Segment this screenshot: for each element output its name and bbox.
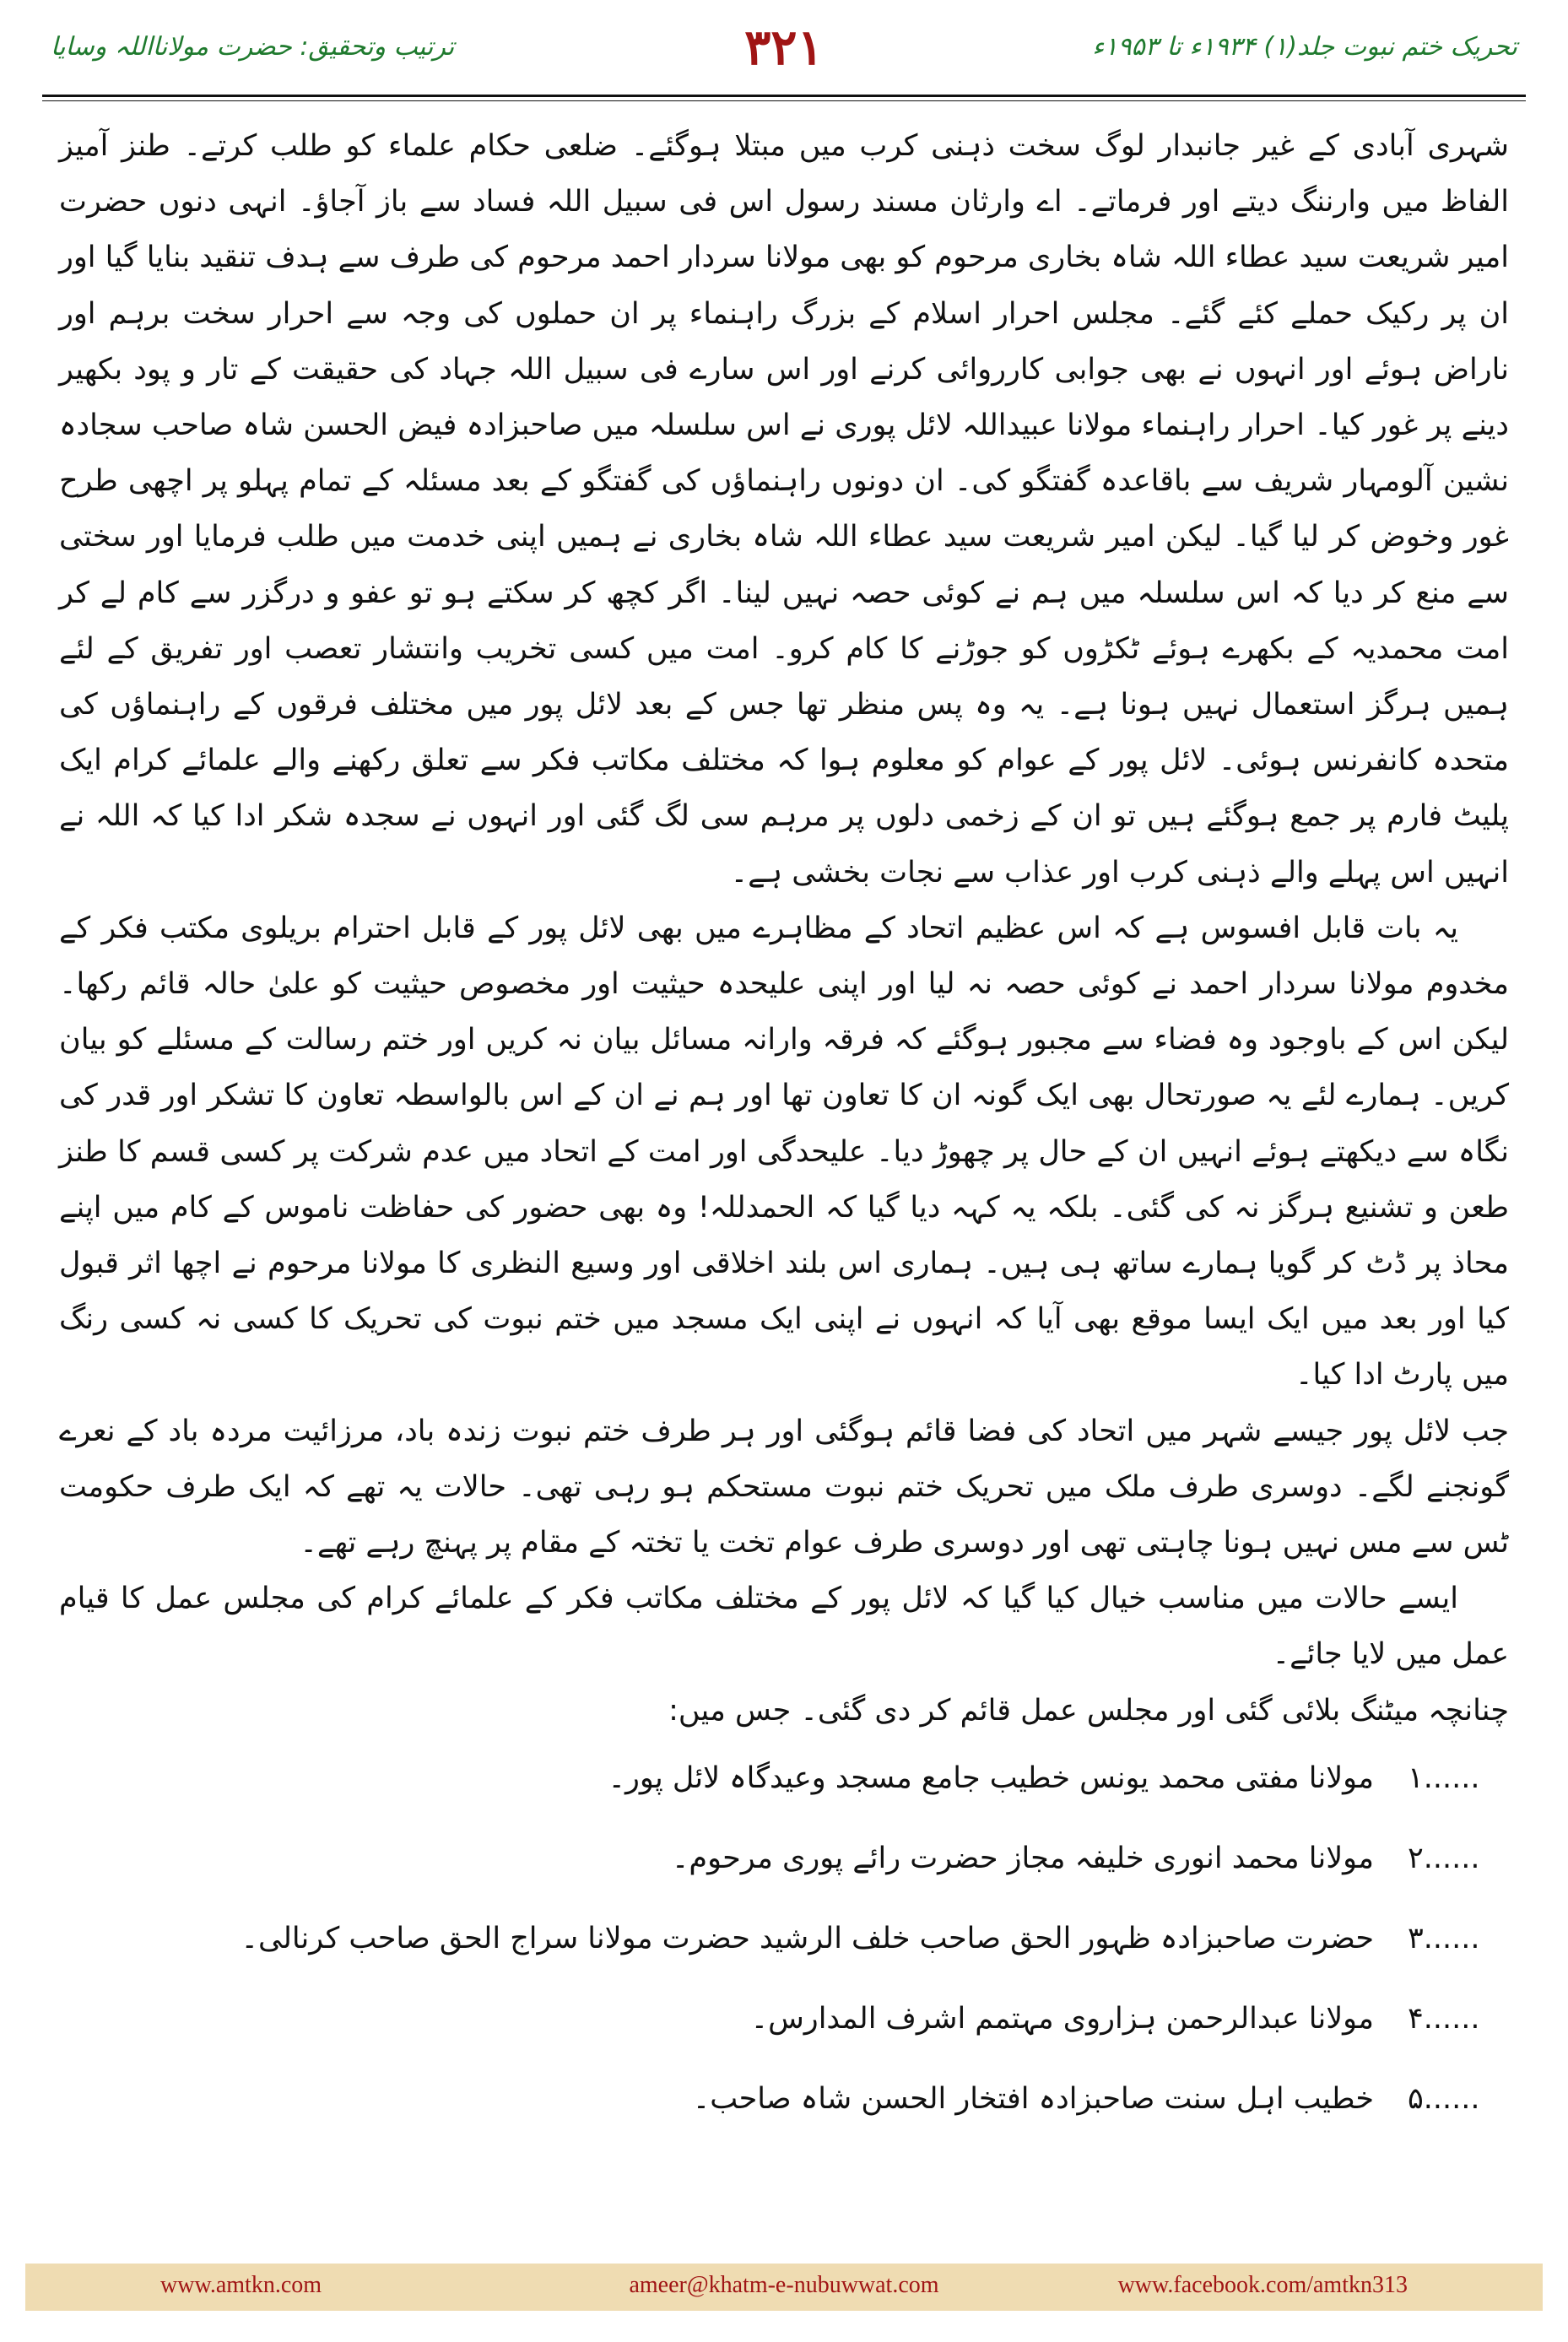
- list-item: [59, 1739, 1509, 1819]
- website-link[interactable]: www.amtkn.com: [160, 2272, 322, 2298]
- list-item: [59, 1899, 1509, 1979]
- paragraph-2: یہ بات قابل افسوس ہے کہ اس عظیم اتحاد کے مظاہرے میں بھی لائل پور کے قابل احترام بریلوی مکتب فکر کے مخدوم مولانا سردار احمد نے کوئی حصہ نہ لیا اور اپنی علیحدہ حیثیت اور مخصوص حیثیت کو علیٰ حالہ قائم رکھا۔ لیکن اس کے باوجود وہ فضاء سے مجبور ہوگئے کہ فرقہ وارانہ مسائل بیان نہ کریں اور ختم رسالت کے مسئلے کو بیان کریں۔ ہمارے لئے یہ صورتحال بھی ایک گونہ ان کا تعاون تھا اور ہم نے ان کے اس بالواسطہ تعاون کا تشکر اور قدر کی نگاہ سے دیکھتے ہوئے انہیں ان کے حال پر چھوڑ دیا۔ علیحدگی اور امت کے اتحاد میں عدم شرکت پر کسی قسم کا طنز طعن و تشنیع ہرگز نہ کی گئی۔ بلکہ یہ کہہ دیا گیا کہ الحمدللہ! وہ بھی حضور کی حفاظت ناموس کے کام میں اپنے محاذ پر ڈٹ کر گویا ہمارے ساتھ ہی ہیں۔ ہماری اس بلند اخلاقی اور وسیع النظری کا مولانا مرحوم نے اچھا اثر قبول کیا اور بعد میں ایک ایسا موقع بھی آیا کہ انہوں نے اپنی ایک مسجد میں ختم نبوت کی تحریک کا کسی نہ کسی رنگ میں پارٹ ادا کیا۔: [59, 911, 1509, 1393]
- list-item-number: ۱......: [1408, 1761, 1480, 1795]
- list-item-text: مولانا عبدالرحمن ہزاروی مہتمم اشرف المدارس۔: [750, 2001, 1374, 2036]
- page-body: [59, 118, 1509, 2139]
- email-link[interactable]: ameer@khatm-e-nubuwwat.com: [629, 2272, 939, 2298]
- facebook-link[interactable]: www.facebook.com/amtkn313: [1117, 2272, 1408, 2298]
- paragraph-5: چنانچہ میٹنگ بلائی گئی اور مجلس عمل قائم کر دی گئی۔ جس میں:: [668, 1693, 1509, 1728]
- list-item-text: حضرت صاحبزادہ ظہور الحق صاحب خلف الرشید حضرت مولانا سراج الحق صاحب کرنالی۔: [241, 1921, 1374, 1955]
- list-item-number: ۲......: [1408, 1841, 1480, 1875]
- header-book-title: تحریک ختم نبوت جلد(۱) ۱۹۳۴ء تا ۱۹۵۳ء: [1092, 32, 1517, 62]
- list-item-number: ۵......: [1408, 2081, 1480, 2116]
- page-header: [0, 0, 1568, 101]
- list-item-number: ۴......: [1408, 2001, 1480, 2036]
- list-item-text: مولانا مفتی محمد یونس خطیب جامع مسجد وعیدگاہ لائل پور۔: [608, 1761, 1374, 1795]
- list-item-text: خطیب اہل سنت صاحبزادہ افتخار الحسن شاہ صاحب۔: [692, 2081, 1374, 2116]
- paragraph-3: جب لائل پور جیسے شہر میں اتحاد کی فضا قائم ہوگئی اور ہر طرف ختم نبوت زندہ باد، مرزائیت مردہ باد کے نعرے گونجنے لگے۔ دوسری طرف ملک میں تحریک ختم نبوت مستحکم ہو رہی تھی۔ حالات یہ تھے کہ ایک طرف حکومت ٹس سے مس نہیں ہونا چاہتی تھی اور دوسری طرف عوام تخت یا تختہ کے مقام پر پہنچ رہے تھے۔: [59, 1414, 1509, 1560]
- header-divider: [42, 95, 1526, 101]
- list-item-text: مولانا محمد انوری خلیفہ مجاز حضرت رائے پوری مرحوم۔: [671, 1841, 1374, 1875]
- paragraph-4: ایسے حالات میں مناسب خیال کیا گیا کہ لائل پور کے مختلف مکاتب فکر کے علمائے کرام کی مجلس عمل کا قیام عمل میں لایا جائے۔: [59, 1582, 1509, 1672]
- list-item: [59, 2059, 1509, 2139]
- list-item: [59, 1979, 1509, 2059]
- page-footer: [25, 2264, 1543, 2311]
- page-number: ۳۲۱: [744, 19, 824, 76]
- member-list: [59, 1739, 1509, 2139]
- header-author: ترتیب وتحقیق: حضرت مولانااللہ وسایا: [51, 32, 455, 62]
- list-item-number: ۳......: [1408, 1921, 1480, 1955]
- paragraph-1: شہری آبادی کے غیر جانبدار لوگ سخت ذہنی کرب میں مبتلا ہوگئے۔ ضلعی حکام علماء کو طلب کرتے۔ طنز آمیز الفاظ میں وارننگ دیتے اور فرماتے۔ اے وارثان مسند رسول اس فی سبیل اللہ فساد سے باز آجاؤ۔ انہی دنوں حضرت امیر شریعت سید عطاء اللہ شاہ بخاری مرحوم کو بھی مولانا سردار احمد مرحوم کی طرف سے ہدف تنقید بنایا گیا اور ان پر رکیک حملے کئے گئے۔ مجلس احرار اسلام کے بزرگ راہنماء پر ان حملوں کی وجہ سے احرار سخت برہم اور ناراض ہوئے اور انہوں نے بھی جوابی کارروائی کرنے اور اس سارے فی سبیل اللہ جہاد کی حقیقت کے تار و پود بکھیر دینے پر غور کیا۔ احرار راہنماء مولانا عبیداللہ لائل پوری نے اس سلسلہ میں صاحبزادہ فیض الحسن شاہ صاحب سجادہ نشین آلومہار شریف سے باقاعدہ گفتگو کی۔ ان دونوں راہنماؤں کی گفتگو کے بعد مسئلہ کے تمام پہلو پر اچھی طرح غور وخوض کر لیا گیا۔ لیکن امیر شریعت سید عطاء اللہ شاہ بخاری نے ہمیں اپنی خدمت میں طلب فرمایا اور سختی سے منع کر دیا کہ اس سلسلہ میں ہم نے کوئی حصہ نہیں لینا۔ اگر کچھ کر سکتے ہو تو عفو و درگزر سے کام لے کر امت محمدیہ کے بکھرے ہوئے ٹکڑوں کو جوڑنے کا کام کرو۔ امت میں کسی تخریب وانتشار تعصب اور تفریق کے لئے ہمیں ہرگز استعمال نہیں ہونا ہے۔ یہ وہ پس منظر تھا جس کے بعد لائل پور میں مختلف فرقوں کے راہنماؤں کی متحدہ کانفرنس ہوئی۔ لائل پور کے عوام کو معلوم ہوا کہ مختلف مکاتب فکر سے تعلق رکھنے والے علمائے کرام ایک پلیٹ فارم پر جمع ہوگئے ہیں تو ان کے زخمی دلوں پر مرہم سی لگ گئی اور انہوں نے سجدہ شکر ادا کیا کہ اللہ نے انہیں اس پہلے والے ذہنی کرب اور عذاب سے نجات بخشی ہے۔: [59, 129, 1509, 890]
- list-item: [59, 1819, 1509, 1899]
